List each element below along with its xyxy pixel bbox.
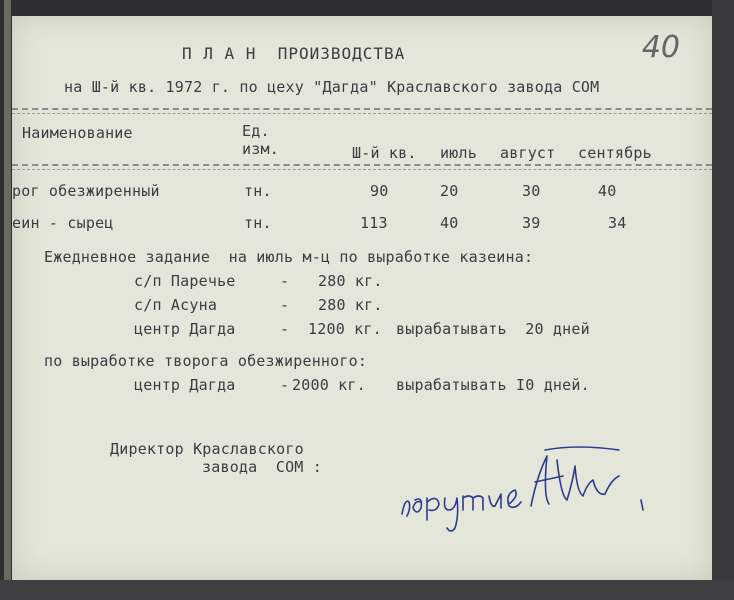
director-line-2: завода СОМ :: [202, 458, 322, 476]
casein-item-3-note: вырабатывать 20 дней: [396, 320, 590, 338]
curd-item-1-note: вырабатывать I0 дней.: [396, 376, 590, 394]
header-aug: август: [500, 144, 556, 162]
page-number: 40: [641, 30, 680, 65]
scan-border-bottom: [0, 580, 734, 600]
curd-item-1-qty: 2000 кг.: [292, 376, 366, 394]
casein-item-1-place: с/п Паречье: [134, 272, 236, 290]
header-q3: Ш-й кв.: [352, 144, 417, 162]
row-1-sep: 40: [598, 182, 617, 200]
casein-item-3-place: центр Дагда: [134, 320, 236, 338]
handwritten-signature: [397, 436, 657, 536]
scan-border-right: [712, 0, 734, 600]
document-title: П Л А Н ПРОИЗВОДСТВА: [182, 44, 406, 63]
casein-item-2-qty: 280 кг.: [318, 296, 383, 314]
document-page: [12, 16, 712, 580]
casein-heading: Ежедневное задание на июль м-ц по выработке казеина:: [44, 248, 534, 266]
row-2-name: еин - сырец: [12, 214, 114, 232]
casein-item-2-dash: -: [280, 296, 290, 314]
table-separator-top-2: [12, 113, 712, 114]
scan-edge-strip: [4, 0, 11, 600]
casein-item-2-place: с/п Асуна: [134, 296, 218, 314]
curd-item-1-place: центр Дагда: [134, 376, 236, 394]
row-1-jul: 20: [440, 182, 459, 200]
row-1-unit: тн.: [244, 182, 272, 200]
scan-border-top: [0, 0, 734, 16]
row-2-unit: тн.: [244, 214, 272, 232]
table-separator-top: [12, 108, 712, 110]
casein-item-3-qty: 1200 кг.: [308, 320, 382, 338]
curd-item-1-dash: -: [280, 376, 290, 394]
header-name: Наименование: [22, 124, 133, 142]
row-2-q3: 113: [360, 214, 388, 232]
header-unit-line2: изм.: [242, 140, 279, 158]
header-jul: июль: [440, 144, 477, 162]
document-subtitle: на Ш-й кв. 1972 г. по цеху "Дагда" Краславского завода СОМ: [64, 78, 600, 96]
row-2-jul: 40: [440, 214, 459, 232]
casein-item-1-qty: 280 кг.: [318, 272, 383, 290]
row-2-sep: 34: [608, 214, 627, 232]
casein-item-1-dash: -: [280, 272, 290, 290]
casein-item-3-dash: -: [280, 320, 290, 338]
row-1-name: рог обезжиренный: [12, 182, 160, 200]
signature-label: подпись: [397, 436, 402, 437]
row-1-q3: 90: [370, 182, 389, 200]
curd-heading: по выработке творога обезжиренного:: [44, 352, 368, 370]
header-sep: сентябрь: [578, 144, 652, 162]
table-separator-mid: [12, 164, 712, 166]
header-unit-line1: Ед.: [242, 122, 270, 140]
row-2-aug: 39: [522, 214, 541, 232]
row-1-aug: 30: [522, 182, 541, 200]
table-separator-mid-2: [12, 169, 712, 170]
director-line-1: Директор Краславского: [110, 440, 304, 458]
